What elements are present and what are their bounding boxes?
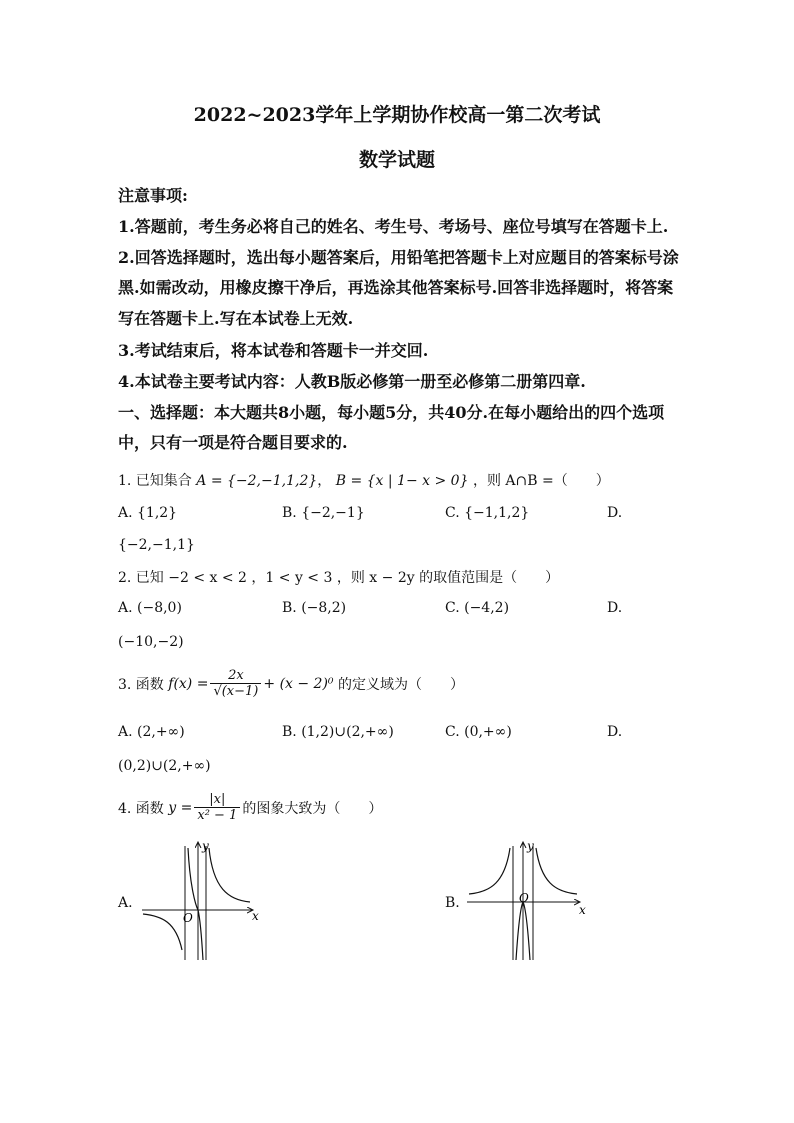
q3-option-b: B. (1,2)∪(2,+∞) xyxy=(282,724,394,740)
q1-set-a: A = {−2,−1,1,2} xyxy=(196,473,318,489)
q3-rhs: + (x − 2)⁰ xyxy=(263,675,334,692)
q4-graph-b xyxy=(465,838,590,963)
q3-lhs: f(x) = xyxy=(168,675,209,692)
question-3 xyxy=(118,668,464,699)
q4-graph-a-label: A. xyxy=(118,895,133,911)
q4-fraction xyxy=(194,792,240,823)
q1-separator: ， xyxy=(317,473,332,489)
graph-b-y-label: y xyxy=(527,839,534,853)
q1-option-c: C. {−1,1,2} xyxy=(445,505,530,521)
q1-option-b: B. {−2,−1} xyxy=(282,505,365,521)
q4-graph-a xyxy=(140,838,265,963)
graph-a-curve-right xyxy=(209,848,250,902)
graph-b-x-label: x xyxy=(579,903,586,917)
q1-tail: ，则 A∩B =（ ） xyxy=(472,473,610,489)
q4-tail: 的图象大致为（ ） xyxy=(242,800,383,817)
q2-option-a: A. (−8,0) xyxy=(118,600,182,616)
q1-option-a: A. {1,2} xyxy=(118,505,178,521)
graph-b-curve-left xyxy=(469,848,510,894)
q2-option-b: B. (−8,2) xyxy=(282,600,347,616)
q3-prefix: 3. 函数 xyxy=(118,676,164,693)
q3-fraction-numerator: 2x xyxy=(210,668,261,684)
q2-option-c: C. (−4,2) xyxy=(445,600,510,616)
exam-subtitle: 数学试题 xyxy=(358,149,435,171)
graph-b-origin-label: O xyxy=(519,891,529,905)
notes-item-1: 1.答题前，考生务必将自己的姓名、考生号、考场号、座位号填写在答题卡上. xyxy=(118,217,669,236)
q4-graph-b-label: B. xyxy=(445,895,460,911)
graph-a-x-label: x xyxy=(252,909,259,923)
q1-option-d-label: D. xyxy=(607,505,623,521)
graph-a-y-label: y xyxy=(202,839,209,853)
q3-option-d-value: (0,2)∪(2,+∞) xyxy=(118,758,211,774)
notes-item-2-line-1: 2.回答选择题时，选出每小题答案后，用铅笔把答题卡上对应题目的答案标号涂 xyxy=(118,248,679,267)
q3-option-d-label: D. xyxy=(607,724,623,740)
graph-a-curve-middle xyxy=(188,848,203,960)
q3-tail: 的定义域为（ ） xyxy=(338,676,464,693)
q3-fraction xyxy=(210,668,261,699)
notes-heading: 注意事项: xyxy=(118,186,188,205)
notes-item-3: 3.考试结束后，将本试卷和答题卡一并交回. xyxy=(118,341,429,360)
q3-option-c: C. (0,+∞) xyxy=(445,724,512,740)
q2-option-d-label: D. xyxy=(607,600,623,616)
section-heading-line-1: 一、选择题：本大题共8小题，每小题5分，共40分.在每小题给出的四个选项 xyxy=(118,403,665,422)
section-heading-line-2: 中，只有一项是符合题目要求的. xyxy=(118,433,348,452)
graph-b-curve-right xyxy=(536,848,577,894)
q1-option-d-value: {−2,−1,1} xyxy=(118,537,195,553)
exam-title: 2022~2023学年上学期协作校高一第二次考试 xyxy=(193,104,601,126)
q4-fraction-numerator: |x| xyxy=(194,792,240,808)
question-2: 2. 已知 −2 < x < 2 ，1 < y < 3 ，则 x − 2y 的取值范围是（ ） xyxy=(118,570,560,586)
q4-fraction-denominator: x² − 1 xyxy=(197,808,238,823)
q3-fraction-denominator: √(x−1) xyxy=(213,684,259,699)
q1-set-b: B = {x | 1− x > 0} xyxy=(335,473,469,489)
q3-option-a: A. (2,+∞) xyxy=(118,724,185,740)
graph-a-origin-label: O xyxy=(183,911,193,925)
question-4 xyxy=(118,792,382,823)
graph-a-curve-left xyxy=(143,914,182,950)
question-1 xyxy=(118,470,610,490)
q4-prefix: 4. 函数 xyxy=(118,800,164,817)
notes-item-4: 4.本试卷主要考试内容：人教B版必修第一册至必修第二册第四章. xyxy=(118,372,586,391)
notes-item-2-line-2: 黑.如需改动，用橡皮擦干净后，再选涂其他答案标号.回答非选择题时，将答案 xyxy=(118,278,674,297)
notes-item-2-line-3: 写在答题卡上.写在本试卷上无效. xyxy=(118,309,354,328)
q2-option-d-value: (−10,−2) xyxy=(118,634,184,650)
q1-prefix: 1. 已知集合 xyxy=(118,473,192,489)
q4-lhs: y = xyxy=(168,799,193,816)
